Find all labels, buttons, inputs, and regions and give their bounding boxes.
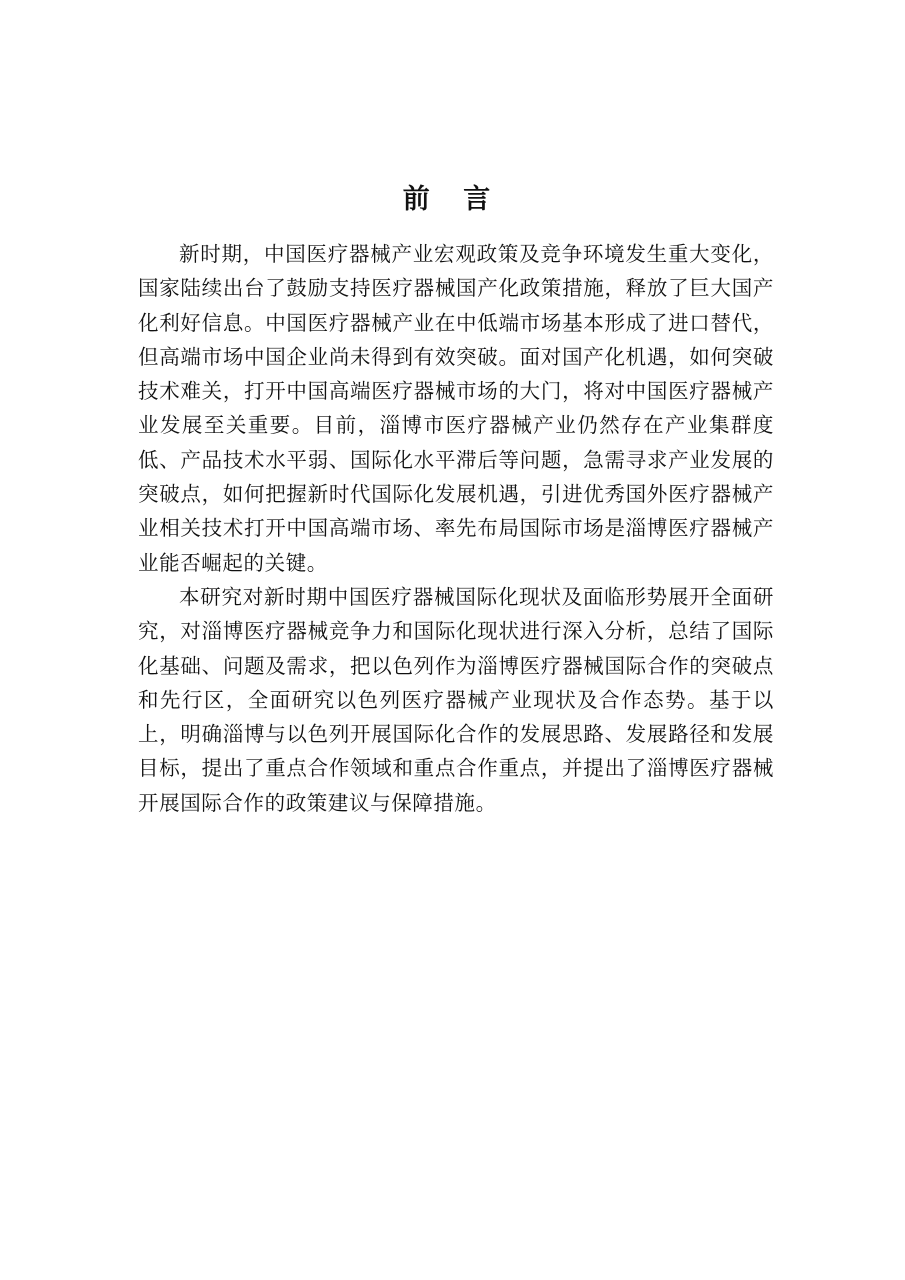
paragraph-2: 本研究对新时期中国医疗器械国际化现状及面临形势展开全面研究，对淄博医疗器械竞争力和国际化现状进行深入分析，总结了国际化基础、问题及需求，把以色列作为淄博医疗器械国际合作的突破点和先行区，全面研究以色列医疗器械产业现状及合作态势。基于以上，明确淄博与以色列开展国际化合作的发展思路、发展路径和发展目标，提出了重点合作领域和重点合作重点，并提出了淄博医疗器械开展国际合作的政策建议与保障措施。 <box>138 584 774 815</box>
paragraph-1: 新时期，中国医疗器械产业宏观政策及竞争环境发生重大变化，国家陆续出台了鼓励支持医疗器械国产化政策措施，释放了巨大国产化利好信息。中国医疗器械产业在中低端市场基本形成了进口替代，但高端市场中国企业尚未得到有效突破。面对国产化机遇，如何突破技术难关，打开中国高端医疗器械市场的大门，将对中国医疗器械产业发展至关重要。目前，淄博市医疗器械产业仍然存在产业集群度低、产品技术水平弱、国际化水平滞后等问题，急需寻求产业发展的突破点，如何把握新时代国际化发展机遇，引进优秀国外医疗器械产业相关技术打开中国高端市场、率先布局国际市场是淄博医疗器械产业能否崛起的关键。 <box>138 242 774 575</box>
page-title: 前 言 <box>402 184 503 215</box>
body-text <box>138 237 774 820</box>
